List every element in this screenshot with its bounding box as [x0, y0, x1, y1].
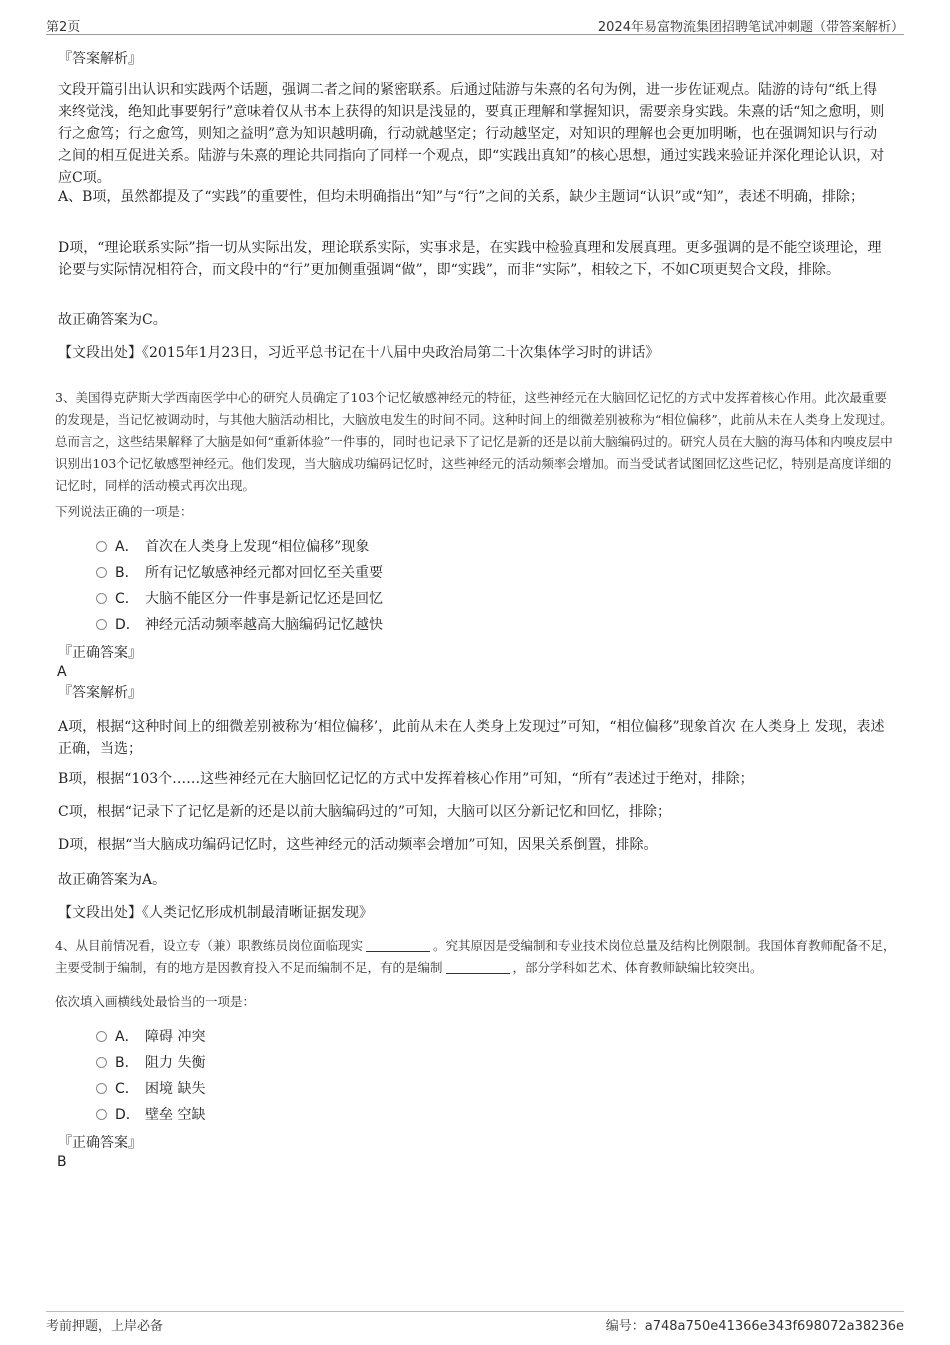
q4-correct-answer: B: [57, 1154, 67, 1170]
q4-stem-part3: ，部分学科如艺术、体育教师缺编比较突出。: [512, 960, 763, 975]
option-text: 大脑不能区分一件事是新记忆还是回忆: [145, 591, 383, 607]
q3-analysis-p2: [58, 768, 890, 790]
page-number: 第2页: [46, 20, 81, 35]
q2-analysis-label: 『答案解析』: [58, 51, 142, 67]
fill-blank-2: [446, 961, 510, 974]
option-letter: C．: [115, 591, 139, 607]
paragraph: A项，根据“这种时间上的细微差别被称为‘相位偏移’，此前从未在人类身上发现过”可知，“相位偏移”现象首次 在人类身上 发现，表述正确，当选；: [58, 719, 885, 757]
option-letter: B．: [115, 565, 139, 581]
q3-option-b[interactable]: [96, 563, 383, 583]
q3-correct-label: 『正确答案』: [58, 645, 142, 661]
q3-option-a[interactable]: [96, 537, 369, 557]
q3-analysis-label: 『答案解析』: [58, 685, 142, 701]
option-letter: D．: [115, 1107, 140, 1123]
paragraph: 故正确答案为A。: [58, 872, 167, 888]
paragraph: A、B项，虽然都提及了“实践”的重要性，但均未明确指出“知”与“行”之间的关系，缺少主题词“认识”或“知”，表述不明确，排除；: [58, 189, 864, 205]
paragraph: 【文段出处】《人类记忆形成机制最清晰证据发现》: [58, 905, 373, 921]
radio-icon[interactable]: [96, 567, 107, 578]
q2-analysis-p2: [58, 186, 890, 208]
option-letter: A．: [115, 539, 139, 555]
option-text: 壁垒 空缺: [145, 1107, 206, 1123]
radio-icon[interactable]: [96, 1057, 107, 1068]
q4-prompt: 依次填入画横线处最恰当的一项是：: [55, 994, 256, 1009]
paragraph: D项，“理论联系实际”指一切从实际出发，理论联系实际，实事求是，在实践中检验真理和发展真理。更多强调的是不能空谈理论，理论要与实际情况相符合，而文段中的“行”更加侧重强调“做”，即“实践”，而非“实际”，相较之下，不如C项更契合文段，排除。: [58, 240, 882, 278]
option-letter: B．: [115, 1055, 139, 1071]
q3-analysis-p1: [58, 716, 890, 760]
radio-icon[interactable]: [96, 1109, 107, 1120]
q4-option-c[interactable]: [96, 1079, 205, 1099]
option-text: 障碍 冲突: [145, 1029, 206, 1045]
radio-icon[interactable]: [96, 593, 107, 604]
q4-stem-part2: 。究其原因是受编制和专业技术岗位总量及结构比例限制。我国体育教师配备不足，主要受制于编制，有的地方是因教育投入不足而编制不足，有的是编制: [55, 938, 896, 975]
paragraph: D项，根据“当大脑成功编码记忆时，这些神经元的活动频率会增加”可知，因果关系倒置，排除。: [58, 837, 658, 853]
radio-icon[interactable]: [96, 541, 107, 552]
option-text: 所有记忆敏感神经元都对回忆至关重要: [145, 565, 383, 581]
q3-option-c[interactable]: [96, 589, 383, 609]
option-letter: A．: [115, 1029, 139, 1045]
q4-stem-part1: 4、从目前情况看，设立专（兼）职教练员岗位面临现实: [55, 938, 363, 953]
option-text: 首次在人类身上发现“相位偏移”现象: [145, 539, 370, 555]
q4-correct-label: 『正确答案』: [58, 1135, 142, 1151]
option-text: 阻力 失衡: [145, 1055, 206, 1071]
q4-stem: [55, 935, 898, 979]
radio-icon[interactable]: [96, 1031, 107, 1042]
option-text: 神经元活动频率越高大脑编码记忆越快: [145, 617, 383, 633]
q2-analysis-p3: [58, 237, 890, 281]
paragraph: 故正确答案为C。: [58, 312, 167, 328]
q3-analysis-p4: [58, 834, 890, 856]
footer-slogan: 考前押题，上岸必备: [46, 1319, 164, 1334]
q2-analysis-p1: [58, 79, 890, 189]
paragraph: 文段开篇引出认识和实践两个话题，强调二者之间的紧密联系。后通过陆游与朱熹的名句为例，进一步佐证观点。陆游的诗句“纸上得来终觉浅，绝知此事要躬行”意味着仅从书本上获得的知识是浅显的，要真正理解和掌握知识，需要亲身实践。朱熹的话“知之愈明，则行之愈笃；行之愈笃，则知之益明”意为知识越明确，行动就越坚定；行动越坚定，对知识的理解也会更加明晰，也在强调知识与行动之间的相互促进关系。陆游与朱熹的理论共同指向了同样一个观点，即“实践出真知”的核心思想，通过实践来验证并深化理论认识，对应C项。: [58, 82, 885, 186]
q3-option-d[interactable]: [96, 615, 383, 635]
q2-conclusion: [58, 309, 890, 331]
q2-source: [58, 342, 890, 364]
q4-option-b[interactable]: [96, 1053, 205, 1073]
q3-prompt: 下列说法正确的一项是：: [55, 504, 193, 519]
radio-icon[interactable]: [96, 1083, 107, 1094]
q4-option-d[interactable]: [96, 1105, 205, 1125]
option-text: 困境 缺失: [145, 1081, 206, 1097]
option-letter: C．: [115, 1081, 139, 1097]
q3-conclusion: [58, 869, 890, 891]
q4-option-a[interactable]: [96, 1027, 205, 1047]
paragraph: B项，根据“103个……这些神经元在大脑回忆记忆的方式中发挥着核心作用”可知，“所有”表述过于绝对，排除；: [58, 771, 754, 787]
page-footer: [46, 1311, 904, 1336]
q3-stem: 3、美国得克萨斯大学西南医学中心的研究人员确定了103个记忆敏感神经元的特征，这些神经元在大脑回忆记忆的方式中发挥着核心作用。此次最重要的发现是，当记忆被调动时，与其他大脑活动相比，大脑放电发生的时间不同。这种时间上的细微差别被称为“相位偏移”，此前从未在人类身上发现过。总而言之，这些结果解释了大脑是如何“重新体验”一件事的，同时也记录下了记忆是新的还是以前大脑编码过的。研究人员在大脑的海马体和内嗅皮层中识别出103个记忆敏感型神经元。他们发现，当大脑成功编码记忆时，这些神经元的活动频率会增加。而当受试者试图回忆这些记忆，特别是高度详细的记忆时，同样的活动模式再次出现。: [55, 390, 893, 493]
q3-source: [58, 902, 890, 924]
radio-icon[interactable]: [96, 619, 107, 630]
paragraph: C项，根据“记录下了记忆是新的还是以前大脑编码过的”可知，大脑可以区分新记忆和回忆，排除；: [58, 804, 672, 820]
page-header: [46, 14, 904, 35]
paragraph: 【文段出处】《2015年1月23日，习近平总书记在十八届中央政治局第二十次集体学习时的讲话》: [58, 345, 660, 361]
document-title: 2024年易富物流集团招聘笔试冲刺题（带答案解析）: [597, 20, 904, 35]
q3-correct-answer: A: [57, 664, 67, 680]
fill-blank-1: [366, 939, 430, 952]
option-letter: D．: [115, 617, 140, 633]
q3-analysis-p3: [58, 801, 890, 823]
document-id: 编号：a748a750e41366e343f698072a38236e: [605, 1319, 904, 1334]
